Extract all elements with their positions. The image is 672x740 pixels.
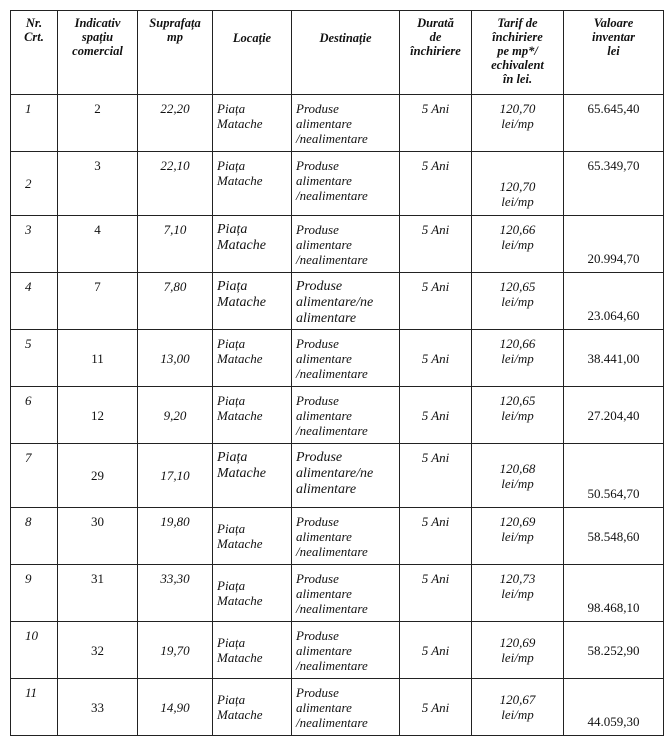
cell-destinatie: Produse alimentare /nealimentare: [292, 95, 400, 152]
header-locatie: Locație: [213, 11, 292, 95]
cell-suprafata: 9,20: [138, 387, 213, 444]
cell-indicativ: 30: [58, 508, 138, 565]
cell-valoare: 58.252,90: [564, 622, 664, 679]
cell-valoare: 50.564,70: [564, 444, 664, 508]
cell-suprafata: 14,90: [138, 679, 213, 736]
table-row: [11, 330, 664, 387]
header-tarif: Tarif de închiriere pe mp*/ echivalent în lei.: [472, 11, 564, 95]
cell-locatie: Piața Matache: [213, 95, 292, 152]
cell-nr-crt: 3: [11, 216, 58, 273]
cell-tarif: 120,65 lei/mp: [472, 273, 564, 330]
cell-destinatie: Produse alimentare /nealimentare: [292, 216, 400, 273]
header-destinatie: Destinație: [292, 11, 400, 95]
header-indicativ: Indicativ spațiu comercial: [58, 11, 138, 95]
cell-valoare: 20.994,70: [564, 216, 664, 273]
cell-locatie: Piața Matache: [213, 330, 292, 387]
cell-indicativ: 11: [58, 330, 138, 387]
cell-durata: 5 Ani: [400, 273, 472, 330]
header-nr-crt: Nr. Crt.: [11, 11, 58, 95]
table-header-row: [11, 11, 664, 95]
cell-indicativ: 29: [58, 444, 138, 508]
cell-destinatie: Produse alimentare /nealimentare: [292, 330, 400, 387]
cell-suprafata: 17,10: [138, 444, 213, 508]
cell-suprafata: 22,10: [138, 152, 213, 216]
cell-nr-crt: 7: [11, 444, 58, 508]
cell-destinatie: Produse alimentare/ne alimentare: [292, 273, 400, 330]
cell-durata: 5 Ani: [400, 387, 472, 444]
table-row: [11, 679, 664, 736]
cell-destinatie: Produse alimentare /nealimentare: [292, 387, 400, 444]
cell-nr-crt: 2: [11, 152, 58, 216]
cell-durata: 5 Ani: [400, 508, 472, 565]
cell-indicativ: 33: [58, 679, 138, 736]
cell-tarif: 120,67 lei/mp: [472, 679, 564, 736]
cell-suprafata: 19,80: [138, 508, 213, 565]
cell-indicativ: 31: [58, 565, 138, 622]
cell-suprafata: 22,20: [138, 95, 213, 152]
cell-nr-crt: 4: [11, 273, 58, 330]
cell-nr-crt: 10: [11, 622, 58, 679]
cell-locatie: Piața Matache: [213, 679, 292, 736]
cell-durata: 5 Ani: [400, 679, 472, 736]
cell-indicativ: 3: [58, 152, 138, 216]
cell-indicativ: 12: [58, 387, 138, 444]
cell-indicativ: 7: [58, 273, 138, 330]
cell-locatie: Piața Matache: [213, 387, 292, 444]
cell-tarif: 120,66 lei/mp: [472, 330, 564, 387]
cell-valoare: 65.349,70: [564, 152, 664, 216]
cell-valoare: 38.441,00: [564, 330, 664, 387]
cell-destinatie: Produse alimentare /nealimentare: [292, 565, 400, 622]
cell-destinatie: Produse alimentare/ne alimentare: [292, 444, 400, 508]
cell-locatie: Piața Matache: [213, 565, 292, 622]
cell-durata: 5 Ani: [400, 565, 472, 622]
cell-destinatie: Produse alimentare /nealimentare: [292, 679, 400, 736]
cell-nr-crt: 6: [11, 387, 58, 444]
cell-destinatie: Produse alimentare /nealimentare: [292, 622, 400, 679]
cell-indicativ: 32: [58, 622, 138, 679]
cell-locatie: Piața Matache: [213, 508, 292, 565]
table-row: [11, 152, 664, 216]
cell-tarif: 120,70 lei/mp: [472, 152, 564, 216]
cell-suprafata: 7,10: [138, 216, 213, 273]
cell-nr-crt: 9: [11, 565, 58, 622]
table-row: [11, 387, 664, 444]
document-page: [10, 10, 664, 736]
table-row: [11, 565, 664, 622]
cell-locatie: Piața Matache: [213, 622, 292, 679]
header-suprafata: Suprafața mp: [138, 11, 213, 95]
cell-durata: 5 Ani: [400, 330, 472, 387]
cell-valoare: 27.204,40: [564, 387, 664, 444]
cell-tarif: 120,69 lei/mp: [472, 622, 564, 679]
cell-destinatie: Produse alimentare /nealimentare: [292, 152, 400, 216]
table-body: [11, 95, 664, 736]
table-row: [11, 622, 664, 679]
cell-valoare: 23.064,60: [564, 273, 664, 330]
header-valoare: Valoare inventar lei: [564, 11, 664, 95]
cell-valoare: 98.468,10: [564, 565, 664, 622]
table-row: [11, 216, 664, 273]
cell-valoare: 65.645,40: [564, 95, 664, 152]
table-row: [11, 273, 664, 330]
cell-locatie: Piața Matache: [213, 216, 292, 273]
cell-valoare: 58.548,60: [564, 508, 664, 565]
header-durata: Durată de închiriere: [400, 11, 472, 95]
table-row: [11, 444, 664, 508]
cell-tarif: 120,65 lei/mp: [472, 387, 564, 444]
table-row: [11, 95, 664, 152]
cell-suprafata: 19,70: [138, 622, 213, 679]
cell-durata: 5 Ani: [400, 444, 472, 508]
cell-suprafata: 13,00: [138, 330, 213, 387]
cell-destinatie: Produse alimentare /nealimentare: [292, 508, 400, 565]
cell-suprafata: 7,80: [138, 273, 213, 330]
cell-locatie: Piața Matache: [213, 273, 292, 330]
cell-locatie: Piața Matache: [213, 444, 292, 508]
cell-nr-crt: 11: [11, 679, 58, 736]
cell-indicativ: 4: [58, 216, 138, 273]
cell-nr-crt: 5: [11, 330, 58, 387]
cell-nr-crt: 8: [11, 508, 58, 565]
cell-locatie: Piața Matache: [213, 152, 292, 216]
cell-valoare: 44.059,30: [564, 679, 664, 736]
cell-durata: 5 Ani: [400, 95, 472, 152]
cell-indicativ: 2: [58, 95, 138, 152]
cell-nr-crt: 1: [11, 95, 58, 152]
cell-tarif: 120,66 lei/mp: [472, 216, 564, 273]
cell-tarif: 120,70 lei/mp: [472, 95, 564, 152]
rental-spaces-table: [10, 10, 664, 736]
cell-suprafata: 33,30: [138, 565, 213, 622]
cell-durata: 5 Ani: [400, 152, 472, 216]
cell-durata: 5 Ani: [400, 216, 472, 273]
cell-durata: 5 Ani: [400, 622, 472, 679]
cell-tarif: 120,73 lei/mp: [472, 565, 564, 622]
cell-tarif: 120,69 lei/mp: [472, 508, 564, 565]
cell-tarif: 120,68 lei/mp: [472, 444, 564, 508]
table-row: [11, 508, 664, 565]
